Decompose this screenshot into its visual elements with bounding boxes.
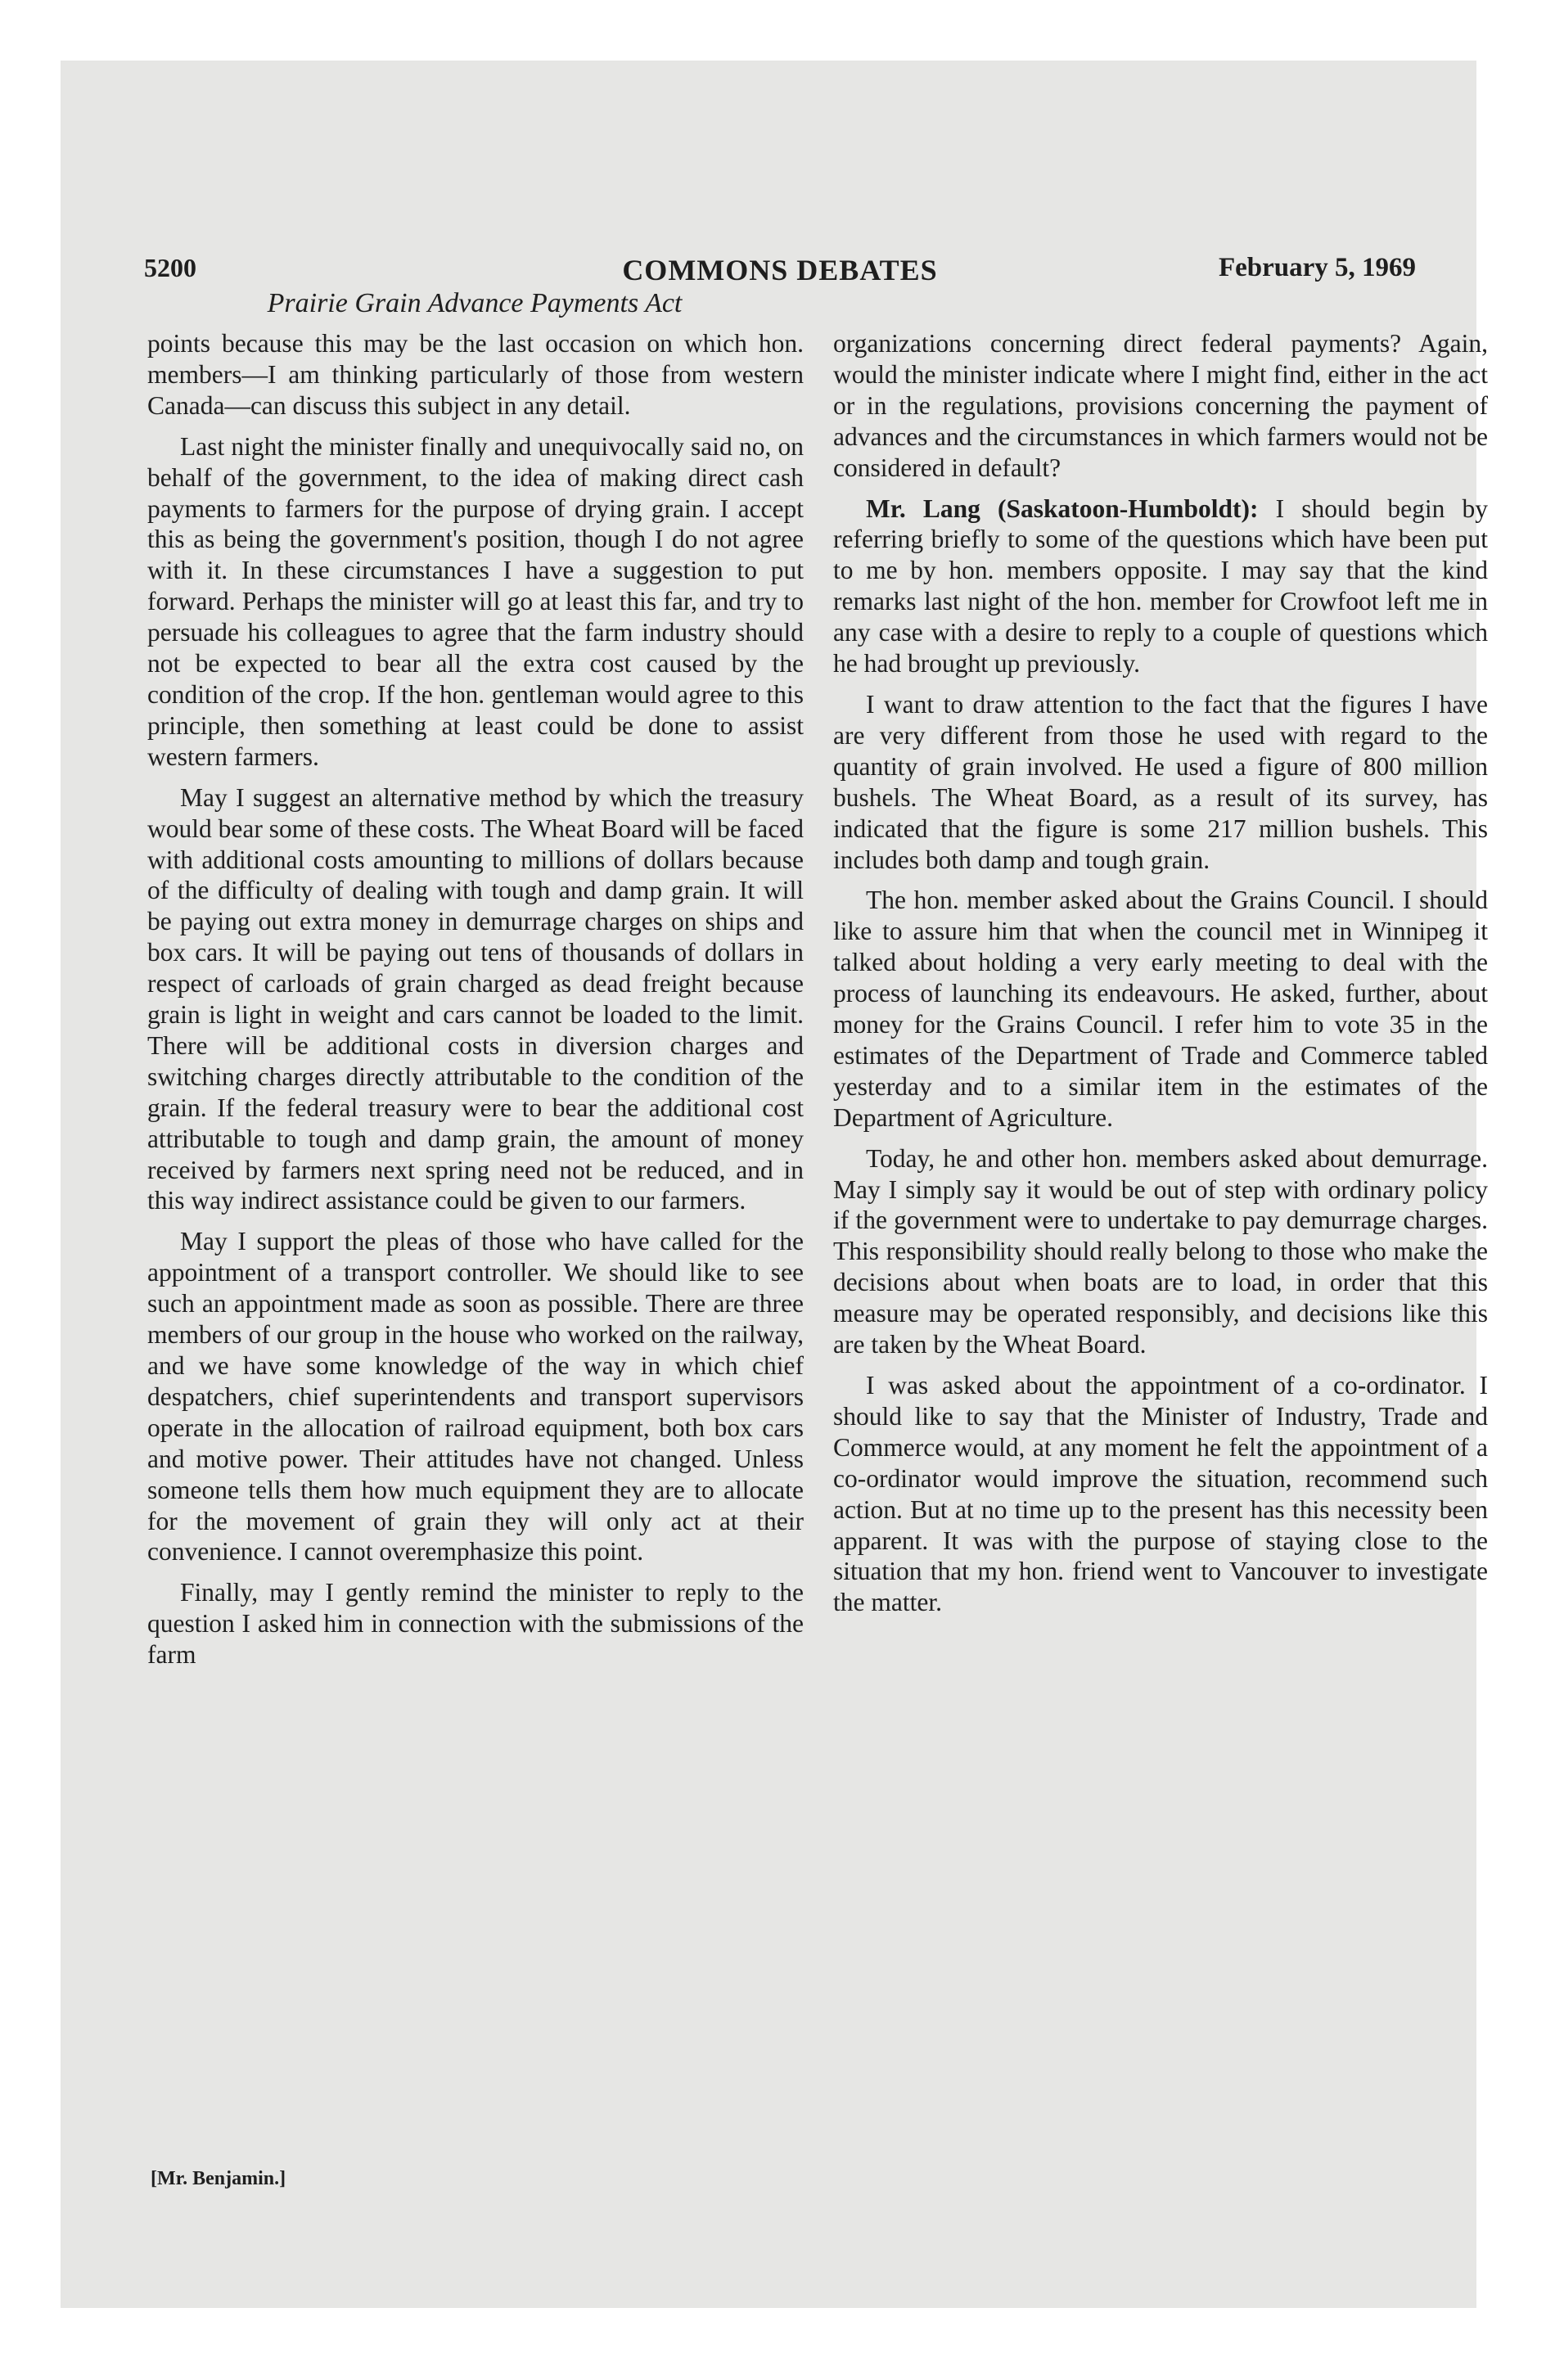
- right-column: [833, 328, 1488, 1618]
- header-date: February 5, 1969: [1218, 253, 1416, 282]
- page-number: 5200: [144, 253, 196, 282]
- paragraph: points because this may be the last occasion on which hon. members—I am thinking particularly of those from western Canada—can discuss this subject in any detail.: [147, 329, 804, 420]
- paragraph: May I support the pleas of those who have called for the appointment of a transport controller. We should like to see such an appointment made as soon as possible. There are three members of our group in the house who worked on the railway, and we have some knowledge of the way in which chief despatchers, chief superintendents and transport supervisors operate in the allocation of railroad equipment, both box cars and motive power. Their attitudes have not changed. Unless someone tells them how much equipment they are to allocate for the movement of grain they will only act at their convenience. I cannot overemphasize this point.: [147, 1227, 804, 1566]
- footer-speaker-note: [Mr. Benjamin.]: [151, 2168, 286, 2189]
- section-subheading: Prairie Grain Advance Payments Act: [267, 288, 683, 318]
- speaker-name: Mr. Lang (Saskatoon-Humboldt):: [866, 494, 1259, 523]
- running-title: COMMONS DEBATES: [622, 254, 938, 286]
- left-column: [147, 328, 804, 1670]
- speaker-paragraph: [833, 494, 1488, 679]
- paragraph: organizations concerning direct federal payments? Again, would the minister indicate where I might find, either in the act or in the regulations, provisions concerning the payment of advances and the circumstances in which farmers would not be considered in default?: [833, 329, 1488, 482]
- paragraph: I was asked about the appointment of a co-ordinator. I should like to say that the Minister of Industry, Trade and Commerce would, at any moment he felt the appointment of a co-ordinator would improve the situation, recommend such action. But at no time up to the present has this necessity been apparent. It was with the purpose of staying close to the situation that my hon. friend went to Vancouver to investigate the matter.: [833, 1371, 1488, 1617]
- paragraph: The hon. member asked about the Grains Council. I should like to assure him that when the council met in Winnipeg it talked about holding a very early meeting to deal with the process of launching its endeavours. He asked, further, about money for the Grains Council. I refer him to vote 35 in the estimates of the Department of Trade and Commerce tabled yesterday and to a similar item in the estimates of the Department of Agriculture.: [833, 886, 1488, 1132]
- paragraph: Today, he and other hon. members asked about demurrage. May I simply say it would be out of step with ordinary policy if the government were to undertake to pay demurrage charges. This responsibility should really belong to those who make the decisions about when boats are to load, in order that this measure may be operated responsibly, and decisions like this are taken by the Wheat Board.: [833, 1143, 1488, 1359]
- paragraph: Finally, may I gently remind the minister to reply to the question I asked him in connection with the submissions of the farm: [147, 1578, 804, 1670]
- paragraph: May I suggest an alternative method by which the treasury would bear some of these costs. The Wheat Board will be faced with additional costs amounting to millions of dollars because of the difficulty of dealing with tough and damp grain. It will be paying out extra money in demurrage charges on ships and box cars. It will be paying out tens of thousands of dollars in respect of carloads of grain charged as dead freight because grain is light in weight and cars cannot be loaded to the limit. There will be additional costs in diversion charges and switching charges directly attributable to the condition of the grain. If the federal treasury were to bear the additional cost attributable to tough and damp grain, the amount of money received by farmers next spring need not be reduced, and in this way indirect assistance could be given to our farmers.: [147, 782, 804, 1215]
- paragraph: Last night the minister finally and unequivocally said no, on behalf of the government, to the idea of making direct cash payments to farmers for the purpose of drying grain. I accept this as being the government's position, though I do not agree with it. In these circumstances I have a suggestion to put forward. Perhaps the minister will go at least this far, and try to persuade his colleagues to agree that the farm industry should not be expected to bear all the extra cost caused by the condition of the crop. If the hon. gentleman would agree to this principle, then something at least could be done to assist western farmers.: [147, 431, 804, 771]
- speaker-text: I should begin by referring briefly to some of the questions which have been put to me by hon. members opposite. I may say that the kind remarks last night of the hon. member for Crowfoot left me in any case with a desire to reply to a couple of questions which he had brought up previously.: [833, 494, 1489, 678]
- paragraph: I want to draw attention to the fact that the figures I have are very different from those he used with regard to the quantity of grain involved. He used a figure of 800 million bushels. The Wheat Board, as a result of its survey, has indicated that the figure is some 217 million bushels. This includes both damp and tough grain.: [833, 689, 1488, 874]
- document-page: [61, 61, 1489, 2308]
